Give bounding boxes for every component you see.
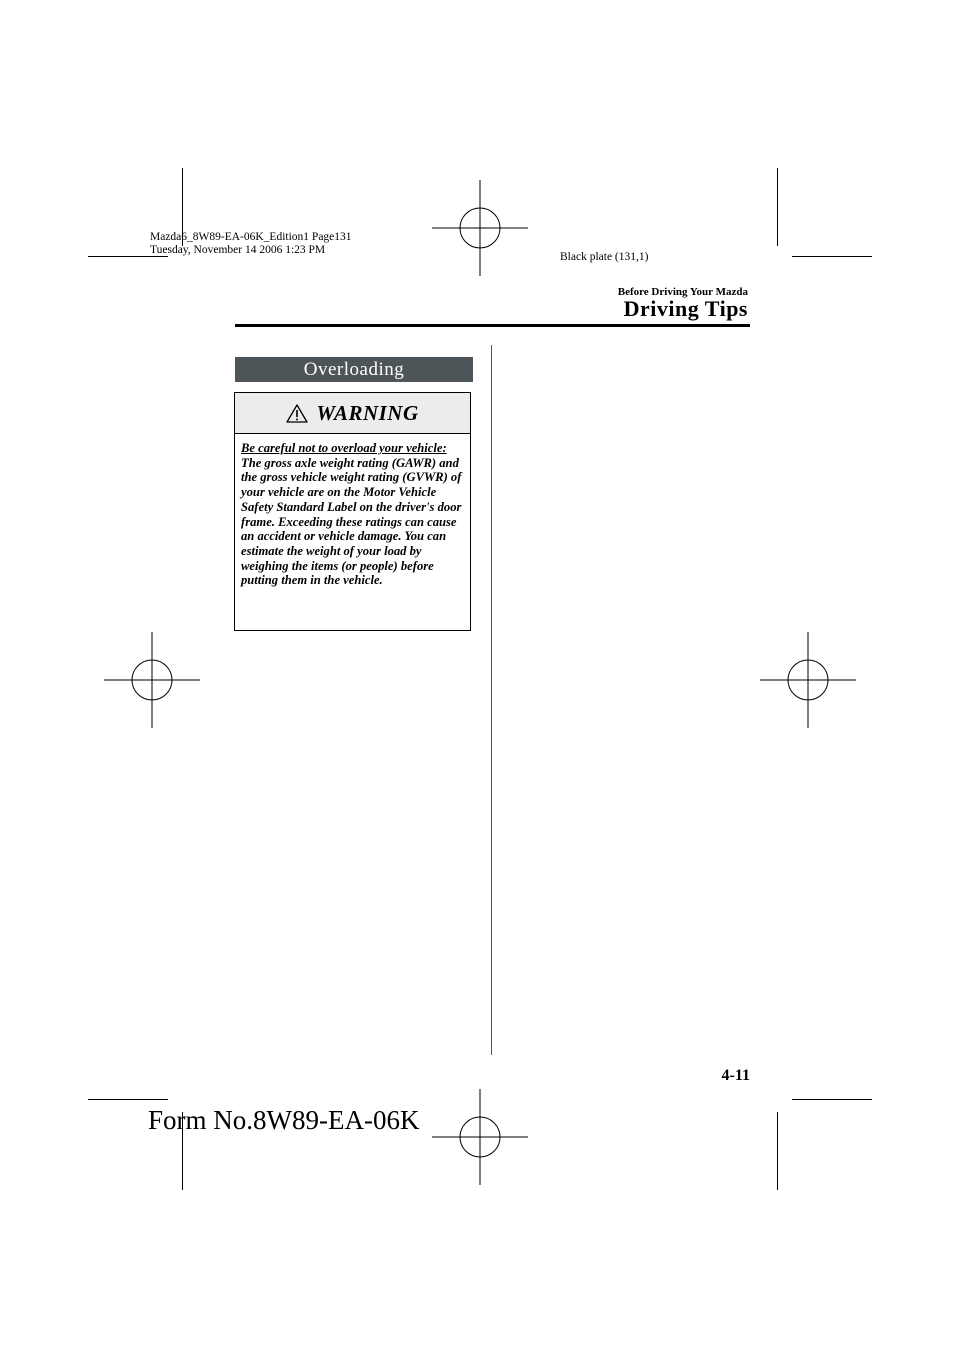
registration-mark-icon [104,632,200,728]
registration-mark-icon [760,632,856,728]
warning-box [234,392,471,631]
warning-header [235,393,470,434]
plate-label: Black plate (131,1) [560,251,649,263]
registration-mark-icon [432,180,528,276]
page-number: 4-11 [721,1067,750,1084]
page-title: Driving Tips [623,296,748,321]
crop-mark [792,256,872,257]
crop-mark [792,1099,872,1100]
registration-mark-icon [432,1089,528,1185]
header-rule [235,324,750,327]
print-info-file: Mazda6_8W89-EA-06K_Edition1 Page131 [150,231,352,243]
warning-lead: Be careful not to overload your vehicle: [241,441,447,455]
form-number: Form No.8W89-EA-06K [148,1105,420,1135]
section-title: Overloading [235,357,473,382]
crop-mark [88,1099,168,1100]
print-info-date: Tuesday, November 14 2006 1:23 PM [150,244,326,256]
warning-text: The gross axle weight rating (GAWR) and the gross vehicle weight rating (GVWR) of your vehicle are on the Motor Vehicle Safety Standard Label on the driver's door frame. Exceeding these ratings can cause an accident or vehicle damage. You can estimate the weight of your load by weighing the items (or people) before putting them in the vehicle. [241,455,462,588]
column-divider [491,345,492,1055]
crop-mark [777,168,778,246]
warning-title: WARNING [316,400,419,425]
warning-triangle-icon [286,404,308,423]
print-info [150,231,352,257]
crop-mark [777,1112,778,1190]
running-header-section: Before Driving Your Mazda [617,286,748,298]
warning-body [235,434,470,588]
